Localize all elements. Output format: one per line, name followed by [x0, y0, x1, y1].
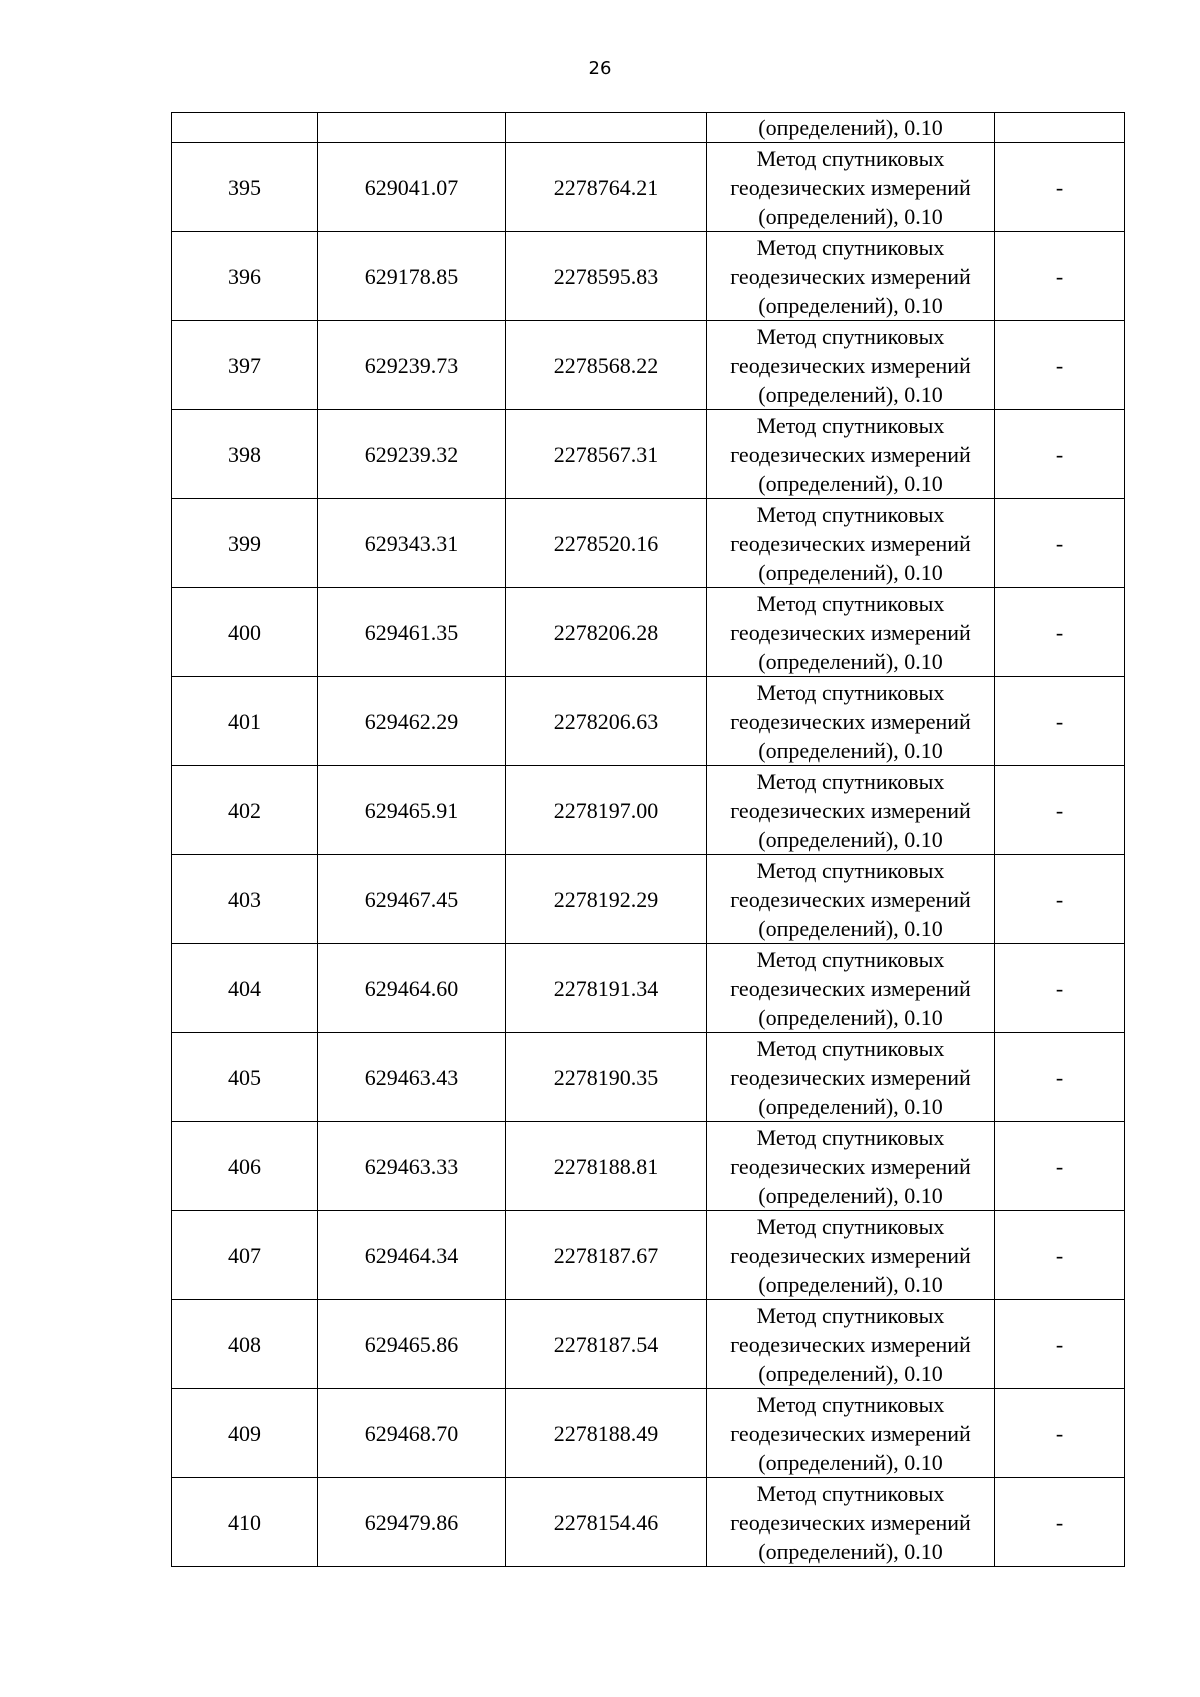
x-coordinate-cell: 629041.07 [318, 143, 506, 232]
note-cell: - [995, 944, 1125, 1033]
method-line: геодезических измерений [730, 1420, 971, 1446]
method-line: Метод спутниковых [756, 501, 945, 527]
x-coordinate-cell [318, 113, 506, 143]
note-cell: - [995, 677, 1125, 766]
point-cell: 404 [172, 944, 318, 1033]
method-line: Метод спутниковых [756, 768, 945, 794]
note-cell: - [995, 766, 1125, 855]
x-coordinate-cell: 629465.91 [318, 766, 506, 855]
y-coordinate-cell: 2278568.22 [506, 321, 707, 410]
x-coordinate-cell: 629464.60 [318, 944, 506, 1033]
note-cell: - [995, 410, 1125, 499]
x-coordinate-cell: 629462.29 [318, 677, 506, 766]
method-line: (определений), 0.10 [758, 381, 943, 407]
method-line: Метод спутниковых [756, 1124, 945, 1150]
y-coordinate-cell: 2278595.83 [506, 232, 707, 321]
point-cell: 399 [172, 499, 318, 588]
x-coordinate-cell: 629178.85 [318, 232, 506, 321]
x-coordinate-cell: 629463.43 [318, 1033, 506, 1122]
table-row [172, 1122, 1125, 1211]
method-cell [707, 499, 995, 588]
y-coordinate-cell: 2278520.16 [506, 499, 707, 588]
point-cell: 403 [172, 855, 318, 944]
point-cell: 396 [172, 232, 318, 321]
method-cell [707, 1300, 995, 1389]
point-cell: 395 [172, 143, 318, 232]
note-cell: - [995, 232, 1125, 321]
method-line: (определений), 0.10 [758, 470, 943, 496]
method-line: геодезических измерений [730, 619, 971, 645]
method-cell [707, 1033, 995, 1122]
method-line: геодезических измерений [730, 1331, 971, 1357]
method-cell [707, 1389, 995, 1478]
y-coordinate-cell: 2278206.63 [506, 677, 707, 766]
x-coordinate-cell: 629239.32 [318, 410, 506, 499]
point-cell: 409 [172, 1389, 318, 1478]
x-coordinate-cell: 629464.34 [318, 1211, 506, 1300]
method-line: (определений), 0.10 [758, 1449, 943, 1475]
method-line: геодезических измерений [730, 1064, 971, 1090]
point-cell: 397 [172, 321, 318, 410]
y-coordinate-cell: 2278188.81 [506, 1122, 707, 1211]
y-coordinate-cell: 2278187.54 [506, 1300, 707, 1389]
method-line: (определений), 0.10 [758, 292, 943, 318]
note-cell: - [995, 588, 1125, 677]
table-row [172, 1300, 1125, 1389]
point-cell: 401 [172, 677, 318, 766]
point-cell: 398 [172, 410, 318, 499]
note-cell: - [995, 1122, 1125, 1211]
method-line: геодезических измерений [730, 352, 971, 378]
x-coordinate-cell: 629461.35 [318, 588, 506, 677]
y-coordinate-cell [506, 113, 707, 143]
continuation-row [172, 113, 1125, 143]
table-row [172, 1389, 1125, 1478]
method-line: (определений), 0.10 [758, 1271, 943, 1297]
point-cell: 410 [172, 1478, 318, 1567]
table-row [172, 855, 1125, 944]
method-line: (определений), 0.10 [758, 1182, 943, 1208]
y-coordinate-cell: 2278206.28 [506, 588, 707, 677]
note-cell: - [995, 499, 1125, 588]
method-line: геодезических измерений [730, 441, 971, 467]
method-line: (определений), 0.10 [758, 737, 943, 763]
method-line: геодезических измерений [730, 530, 971, 556]
method-cell [707, 410, 995, 499]
point-cell: 400 [172, 588, 318, 677]
x-coordinate-cell: 629465.86 [318, 1300, 506, 1389]
table-row [172, 677, 1125, 766]
note-cell: - [995, 1389, 1125, 1478]
x-coordinate-cell: 629468.70 [318, 1389, 506, 1478]
method-line: Метод спутниковых [756, 857, 945, 883]
method-line: Метод спутниковых [756, 234, 945, 260]
method-line: геодезических измерений [730, 174, 971, 200]
method-line: Метод спутниковых [756, 590, 945, 616]
method-cell [707, 1478, 995, 1567]
method-line: геодезических измерений [730, 886, 971, 912]
method-line: Метод спутниковых [756, 412, 945, 438]
method-line: геодезических измерений [730, 797, 971, 823]
method-line: (определений), 0.10 [758, 915, 943, 941]
method-line: (определений), 0.10 [758, 1360, 943, 1386]
method-line: (определений), 0.10 [758, 203, 943, 229]
point-cell: 402 [172, 766, 318, 855]
table-row [172, 410, 1125, 499]
page-number: 26 [588, 58, 612, 79]
method-line: геодезических измерений [730, 708, 971, 734]
x-coordinate-cell: 629343.31 [318, 499, 506, 588]
x-coordinate-cell: 629463.33 [318, 1122, 506, 1211]
y-coordinate-cell: 2278188.49 [506, 1389, 707, 1478]
method-cell [707, 588, 995, 677]
coordinates-table [171, 112, 1125, 1567]
y-coordinate-cell: 2278191.34 [506, 944, 707, 1033]
method-line: (определений), 0.10 [758, 648, 943, 674]
method-line: геодезических измерений [730, 1242, 971, 1268]
method-line: Метод спутниковых [756, 1035, 945, 1061]
note-cell: - [995, 855, 1125, 944]
method-cell [707, 143, 995, 232]
method-cell [707, 232, 995, 321]
method-cell: (определений), 0.10 [707, 113, 995, 143]
point-cell: 407 [172, 1211, 318, 1300]
point-cell [172, 113, 318, 143]
point-cell: 408 [172, 1300, 318, 1389]
note-cell: - [995, 1033, 1125, 1122]
note-cell: - [995, 321, 1125, 410]
method-line: (определений), 0.10 [758, 559, 943, 585]
method-line: Метод спутниковых [756, 1213, 945, 1239]
method-line: Метод спутниковых [756, 1391, 945, 1417]
y-coordinate-cell: 2278197.00 [506, 766, 707, 855]
method-line: геодезических измерений [730, 975, 971, 1001]
table-row [172, 143, 1125, 232]
y-coordinate-cell: 2278190.35 [506, 1033, 707, 1122]
method-cell [707, 1211, 995, 1300]
method-line: (определений), 0.10 [758, 1004, 943, 1030]
method-line: геодезических измерений [730, 263, 971, 289]
method-line: Метод спутниковых [756, 679, 945, 705]
table-row [172, 232, 1125, 321]
point-cell: 405 [172, 1033, 318, 1122]
method-line: геодезических измерений [730, 1509, 971, 1535]
note-cell: - [995, 1478, 1125, 1567]
table-row [172, 588, 1125, 677]
table-row [172, 499, 1125, 588]
method-cell [707, 855, 995, 944]
method-line: Метод спутниковых [756, 323, 945, 349]
y-coordinate-cell: 2278154.46 [506, 1478, 707, 1567]
method-line: Метод спутниковых [756, 145, 945, 171]
note-cell: - [995, 1211, 1125, 1300]
y-coordinate-cell: 2278567.31 [506, 410, 707, 499]
method-cell [707, 1122, 995, 1211]
note-cell: - [995, 143, 1125, 232]
method-cell [707, 677, 995, 766]
table-body [172, 113, 1125, 1567]
y-coordinate-cell: 2278192.29 [506, 855, 707, 944]
method-cell [707, 321, 995, 410]
method-line: (определений), 0.10 [758, 1538, 943, 1564]
x-coordinate-cell: 629479.86 [318, 1478, 506, 1567]
table-row [172, 321, 1125, 410]
method-line: геодезических измерений [730, 1153, 971, 1179]
x-coordinate-cell: 629467.45 [318, 855, 506, 944]
table-row [172, 1033, 1125, 1122]
table-row [172, 766, 1125, 855]
method-cell [707, 766, 995, 855]
method-line: (определений), 0.10 [758, 826, 943, 852]
table-row [172, 1211, 1125, 1300]
method-cell [707, 944, 995, 1033]
method-line: Метод спутниковых [756, 1480, 945, 1506]
note-cell: - [995, 1300, 1125, 1389]
point-cell: 406 [172, 1122, 318, 1211]
table-row [172, 944, 1125, 1033]
note-cell [995, 113, 1125, 143]
method-line: Метод спутниковых [756, 1302, 945, 1328]
y-coordinate-cell: 2278187.67 [506, 1211, 707, 1300]
method-line: Метод спутниковых [756, 946, 945, 972]
x-coordinate-cell: 629239.73 [318, 321, 506, 410]
method-line: (определений), 0.10 [758, 1093, 943, 1119]
table-row [172, 1478, 1125, 1567]
y-coordinate-cell: 2278764.21 [506, 143, 707, 232]
